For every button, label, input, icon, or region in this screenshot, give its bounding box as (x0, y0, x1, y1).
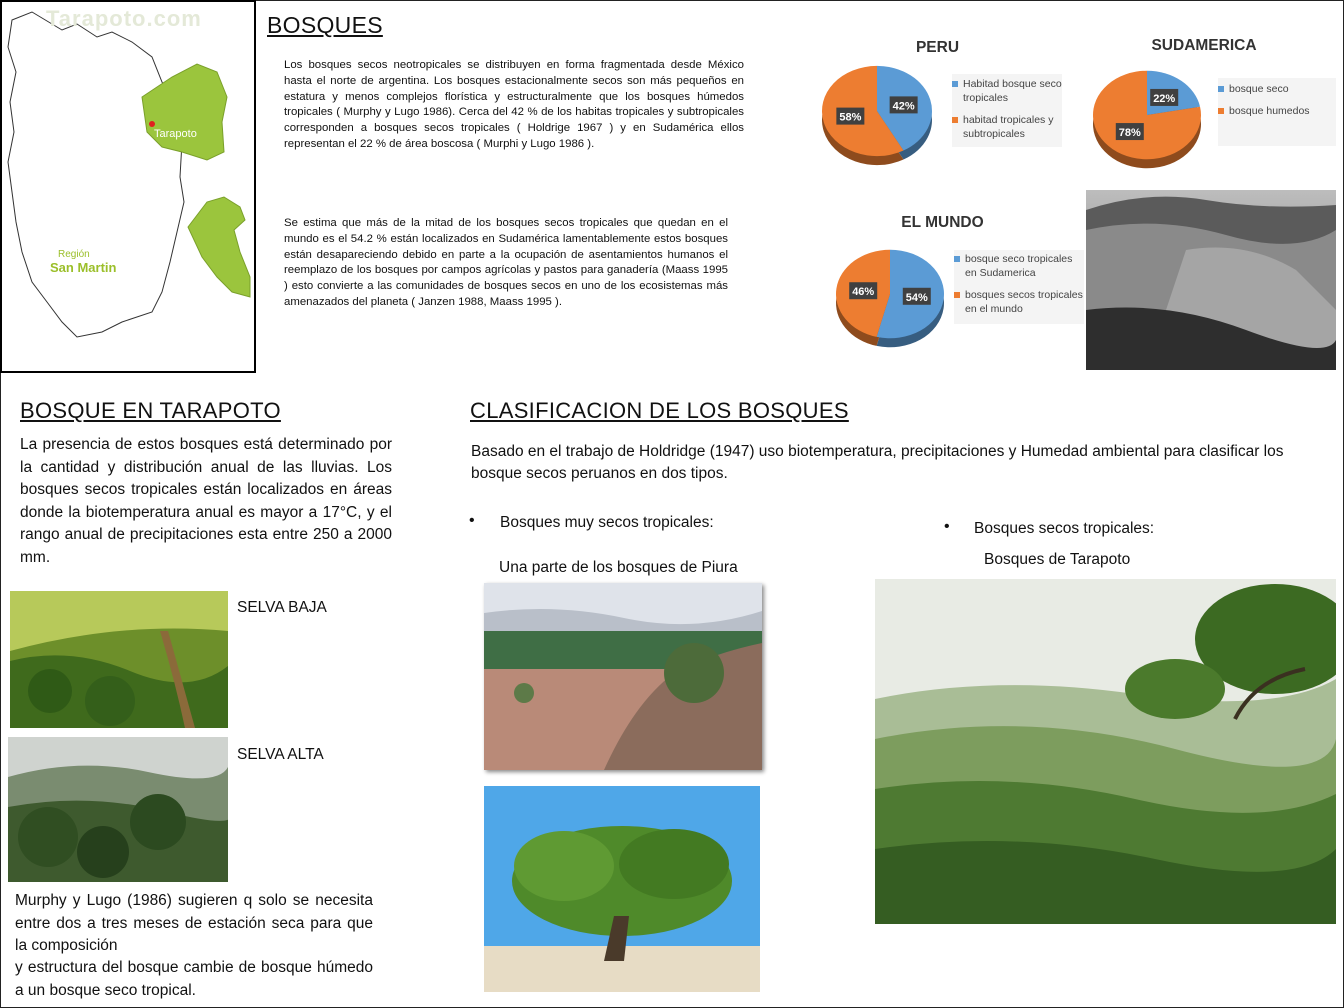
tarapoto-paragraph: La presencia de estos bosques está determinado por la cantidad y distribución anual de las lluvias. Los bosques secos tropicales están localizados en áreas donde la biotemperatura anual es mayor a 17°C, y el rango anual de precipitaciones esta entre 250 a 2000 mm. (20, 436, 392, 566)
legend-swatch (954, 292, 960, 298)
legend-label: bosques secos tropicales en el mundo (965, 289, 1083, 315)
legend-swatch (1218, 86, 1224, 92)
tarapoto-note-2: y estructura del bosque cambie de bosque húmedo a un bosque seco tropical. (15, 959, 373, 999)
selva-baja-label: SELVA BAJA (237, 599, 327, 616)
chart-mundo-title: EL MUNDO (901, 214, 984, 231)
bosques-paragraph-2: Se estima que más de la mitad de los bosques secos tropicales que quedan en el mundo es el 54.2 % están localizados en Sudamérica lamentablemente estos bosques están desapareciendo debido en parte a la ocupación de asentamientos humanos el reemplazo de los bosques por campos agrícolas y pastos para ganadería (Maass 1995 ) esto convierte a las comunidades de bosques secos en uno de los ecosistemas más amenazados del planeta ( Janzen 1988, Maass 1995 ). (284, 217, 728, 308)
chart-mundo-pie (828, 244, 954, 350)
piura-landscape-photo (484, 583, 762, 770)
bosques-paragraph-1: Los bosques secos neotropicales se distribuyen en forma fragmentada desde México hasta el norte de argentina. Los bosques estacionalmente secos son más pequeños en estatura y menos complejos florística y estructuralmente que los bosques húmedos tropicales ( Murphy y Lugo 1986). Cerca del 42 % de los habitas tropicales y subtropicales corresponden a bosques secos tropicales ( Holdrige 1967 ) y en Sudamérica ellos representan el 22 % de área boscosa ( Murphi y Lugo 1986 ). (284, 59, 744, 150)
legend-swatch (1218, 108, 1224, 114)
chart-sudamerica-legend (1218, 78, 1336, 146)
legend-entry (952, 77, 1062, 105)
deforested-hills-photo (1086, 190, 1336, 370)
type-2-heading: Bosques secos tropicales: (974, 520, 1155, 537)
tarapoto-marker (149, 121, 155, 127)
legend-label: Habitad bosque seco tropicales (963, 78, 1062, 104)
bosques-title: BOSQUES (267, 12, 383, 38)
pie-data-label (836, 108, 864, 125)
legend-entry (1218, 104, 1336, 118)
legend-entry (954, 288, 1084, 316)
selva-alta-label: SELVA ALTA (237, 746, 324, 763)
bullet-1: • (469, 512, 475, 529)
pie-data-label (903, 288, 931, 305)
pie-data-label-text: 78% (1118, 127, 1141, 140)
legend-entry (1218, 82, 1336, 96)
legend-swatch (952, 117, 958, 123)
clasificacion-intro: Basado en el trabajo de Holdridge (1947) uso biotemperatura, precipitaciones y Humedad ambiental para clasificar los bosque secos peruanos en dos tipos. (471, 443, 1284, 482)
peru-inset (188, 197, 250, 297)
map-watermark: Tarapoto.com (46, 6, 202, 31)
legend-swatch (952, 81, 958, 87)
legend-label: habitad tropicales y subtropicales (963, 114, 1054, 140)
pie-data-label-text: 58% (839, 111, 862, 124)
legend-entry (952, 113, 1062, 141)
pie-data-label (1116, 123, 1144, 140)
map-drawing (2, 2, 254, 371)
chart-sudamerica-title: SUDAMERICA (1151, 37, 1257, 54)
tarapoto-note-1: Murphy y Lugo (1986) sugieren q solo se necesita entre dos a tres meses de estación seca para que la composición (15, 892, 373, 954)
pie-data-label-text: 46% (852, 286, 875, 299)
selva-alta-photo (8, 737, 228, 882)
tarapoto-forest-photo (875, 579, 1336, 924)
map-region-name: San Martin (50, 260, 117, 275)
chart-peru-pie (812, 60, 942, 170)
region-map (0, 0, 256, 373)
legend-label: bosque humedos (1229, 105, 1310, 117)
chart-peru-legend (952, 74, 1062, 147)
clasificacion-title: CLASIFICACION DE LOS BOSQUES (470, 398, 849, 423)
map-region-small: Región (58, 249, 90, 260)
algarrobo-tree-photo (484, 786, 760, 992)
pie-data-label-text: 22% (1153, 92, 1176, 105)
legend-swatch (954, 256, 960, 262)
pie-data-label-text: 42% (892, 100, 915, 113)
type-1-heading: Bosques muy secos tropicales: (500, 514, 714, 531)
chart-sudamerica-pie (1088, 66, 1208, 171)
type-2-caption: Bosques de Tarapoto (984, 551, 1131, 568)
map-city-label: Tarapoto (154, 128, 197, 140)
legend-entry (954, 252, 1084, 280)
selva-baja-photo (10, 591, 228, 728)
tarapoto-title: BOSQUE EN TARAPOTO (20, 398, 281, 423)
legend-label: bosque seco (1229, 83, 1289, 95)
bullet-2: • (944, 518, 950, 535)
pie-data-label (1150, 89, 1178, 106)
type-1-caption: Una parte de los bosques de Piura (499, 559, 738, 576)
chart-peru-title: PERU (915, 39, 960, 56)
pie-data-label (849, 282, 877, 299)
chart-mundo-legend (954, 250, 1084, 324)
pie-data-label (890, 96, 918, 113)
legend-label: bosque seco tropicales en Sudamerica (965, 253, 1073, 279)
pie-data-label-text: 54% (905, 291, 928, 304)
